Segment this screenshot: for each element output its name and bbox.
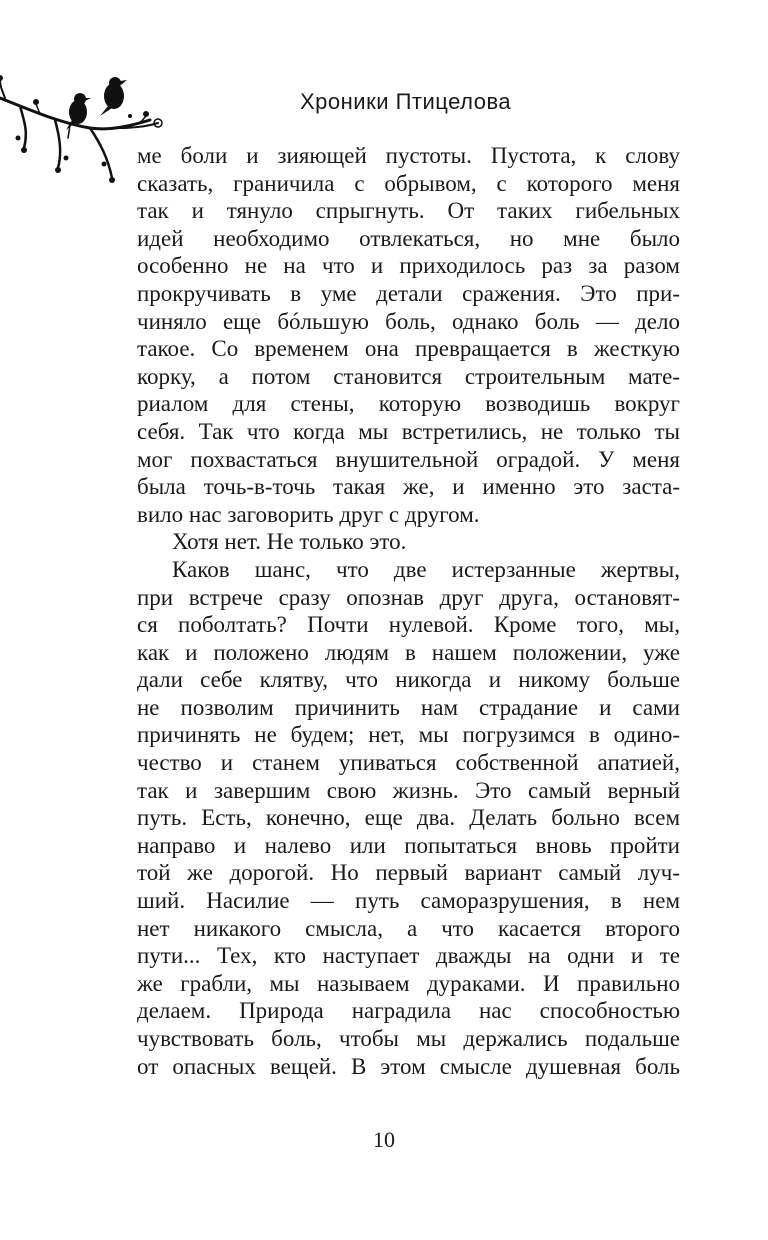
- text-line: прокручивать в уме детали сражения. Это при-: [137, 280, 680, 306]
- text-line: была точь-в-точь такая же, и именно это заста-: [137, 474, 680, 500]
- text-line: же грабли, мы называем дураками. И правильно: [137, 970, 680, 996]
- text-line: мог похвастаться внушительной оградой. У меня: [137, 446, 680, 472]
- text-line: так и тянуло спрыгнуть. От таких гибельных: [137, 198, 680, 224]
- text-line: от опасных вещей. В этом смысле душевная боль: [137, 1053, 680, 1079]
- text-line: ся поболтать? Почти нулевой. Кроме того, мы,: [137, 612, 680, 638]
- text-line: риалом для стены, которую возводишь вокруг: [137, 391, 680, 417]
- text-line: той же дорогой. Но первый вариант самый луч-: [137, 860, 680, 886]
- body-text: [137, 142, 680, 1080]
- text-line: такое. Со временем она превращается в жесткую: [137, 336, 680, 362]
- text-line: пути... Тех, кто наступает дважды на одни и те: [137, 943, 680, 969]
- text-line: ме боли и зияющей пустоты. Пустота, к слову: [137, 143, 680, 168]
- text-line: делаем. Природа наградила нас способностью: [137, 998, 680, 1024]
- text-line: не позволим причинить нам страдание и сами: [137, 694, 680, 720]
- text-line: вило нас заговорить друг с другом.: [137, 501, 480, 527]
- text-line: дали себе клятву, что никогда и никому больше: [137, 667, 680, 693]
- text-line: как и положено людям в нашем положении, уже: [137, 639, 680, 665]
- running-header: Хроники Птицелова: [300, 89, 512, 114]
- text-line: сказать, граничила с обрывом, с которого меня: [137, 170, 680, 196]
- text-line: чиняло еще бóльшую боль, однако боль — дело: [137, 308, 680, 334]
- text-line: направо и налево или попытаться вновь пройти: [137, 832, 680, 858]
- text-line: Хотя нет. Не только это.: [172, 529, 407, 555]
- text-line: ший. Насилие — путь саморазрушения, в нем: [137, 888, 680, 914]
- text-line: нет никакого смысла, а что касается второго: [137, 915, 680, 941]
- text-line: так и завершим свою жизнь. Это самый верный: [137, 777, 680, 803]
- text-line: Каков шанс, что две истерзанные жертвы,: [172, 556, 680, 582]
- text-line: причинять не будем; нет, мы погрузимся в одино-: [137, 722, 680, 748]
- text-line: чувствовать боль, чтобы мы держались подальше: [137, 1026, 680, 1051]
- text-line: при встрече сразу опознав друг друга, остановят-: [137, 584, 680, 610]
- text-line: чество и станем упиваться собственной апатией,: [137, 750, 680, 776]
- text-line: себя. Так что когда мы встретились, не только ты: [137, 418, 680, 444]
- page-number: 10: [373, 1127, 395, 1152]
- text-line: особенно не на что и приходилось раз за разом: [137, 253, 680, 279]
- text-line: идей необходимо отвлекаться, но мне было: [137, 225, 680, 251]
- text-line: корку, а потом становится строительным мате-: [137, 363, 680, 389]
- text-line: путь. Есть, конечно, еще два. Делать больно всем: [137, 805, 680, 831]
